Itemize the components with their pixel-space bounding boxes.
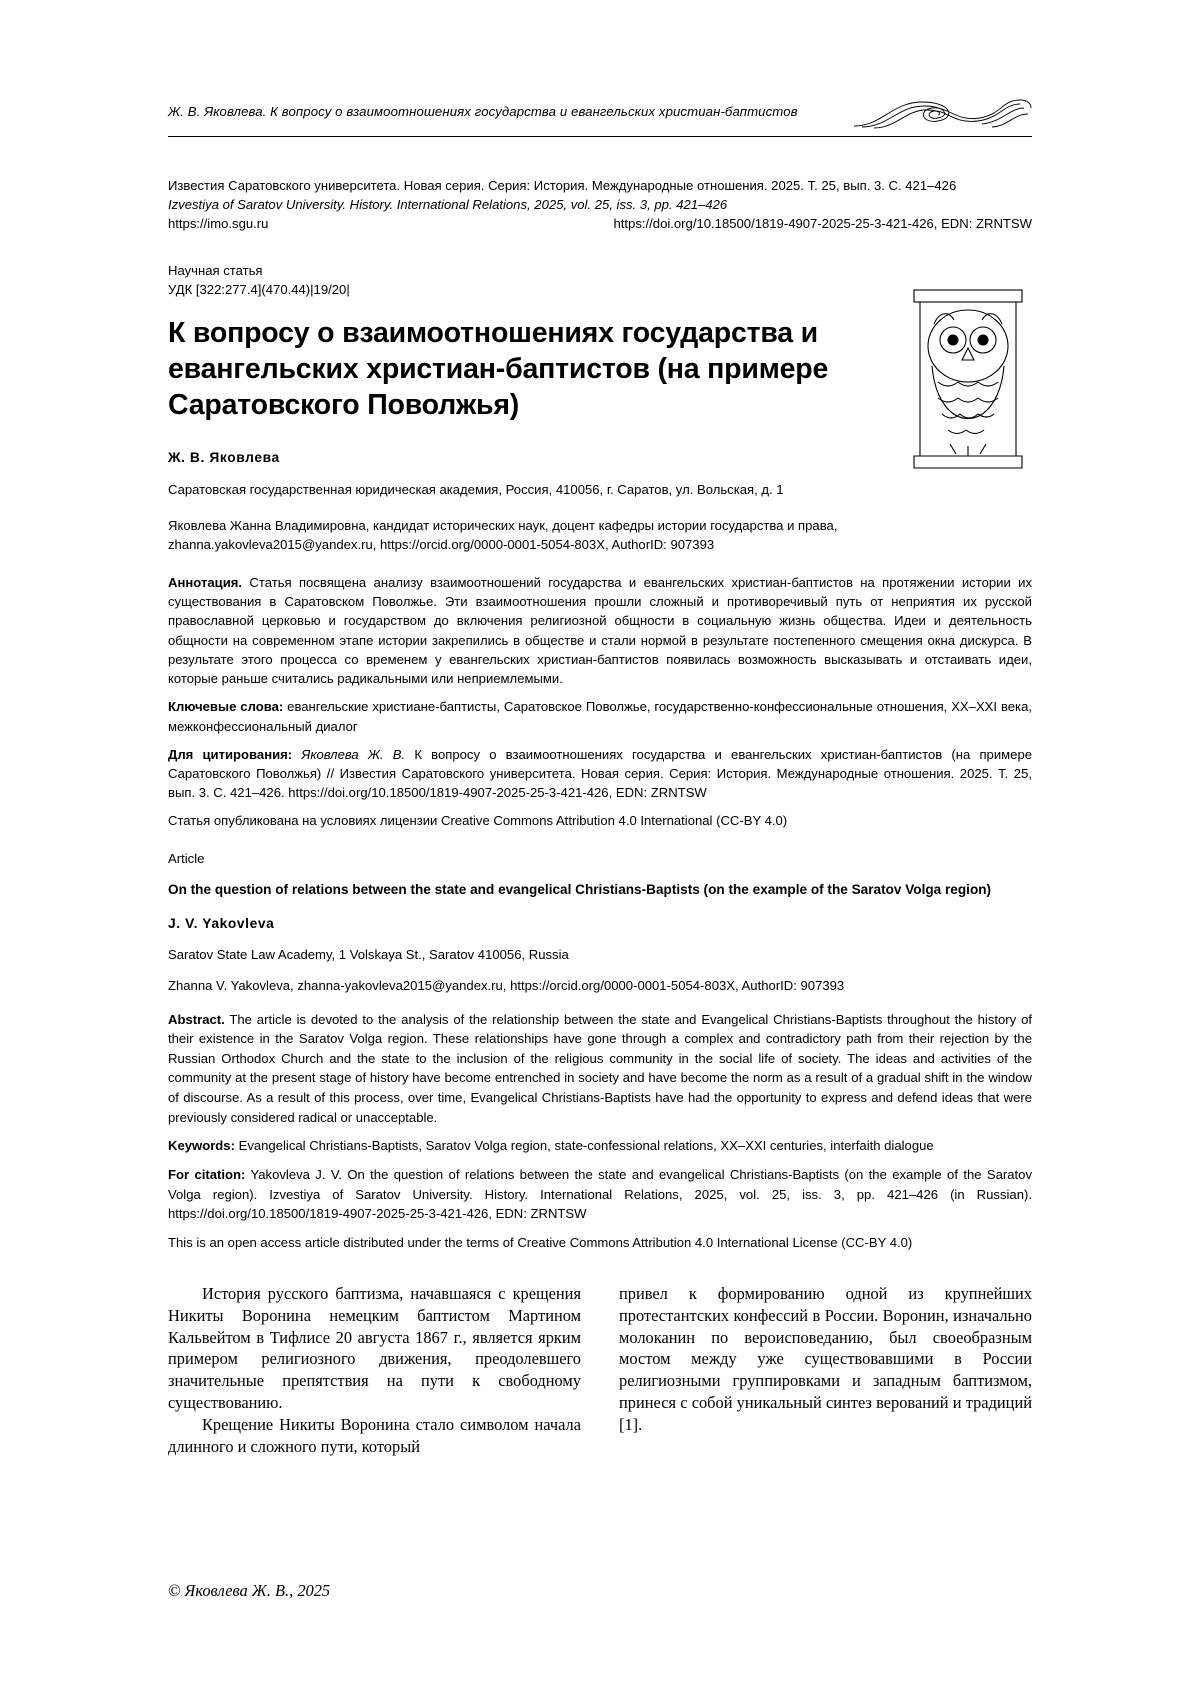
license-ru: Статья опубликована на условиях лицензии Creative Commons Attribution 4.0 International (CC-BY 4.0) (168, 813, 788, 829)
title-en: On the question of relations between the state and evangelical Christians-Baptists (on the example of the Saratov Volga region) (168, 882, 992, 898)
article-type-ru: Научная статья (168, 262, 263, 278)
abstract-en-label: Abstract. (168, 1011, 225, 1027)
journal-doi-link[interactable]: https://doi.org/10.18500/1819-4907-2025-25-3-421-426, EDN: ZRNTSW (613, 215, 1032, 231)
running-head-text: Ж. В. Яковлева. К вопросу о взаимоотношениях государства и евангельских христиан-баптистов (168, 104, 798, 119)
affiliation-ru: Саратовская государственная юридическая академия, Россия, 410056, г. Саратов, ул. Вольская, д. 1 (168, 481, 784, 497)
art-nouveau-ornament-icon (852, 96, 1032, 130)
citation-en (168, 1165, 1032, 1224)
citation-ru-author: Яковлева Ж. В. (301, 746, 406, 762)
abstract-en-text: The article is devoted to the analysis of the relationship between the state and Evangelical Christians-Baptists throughout the history of their existence in the Saratov Volga region. These relationships have gone through a complex and contradictory path from their rejection by the Russian Orthodox Church and the state to the inclusion of the religious community in the social life of society. The ideas and activities of the community at the present stage of history have become entrenched in society and have become the norm as a result of a gradual shift in the window of discourse. As a result of this process, over time, Evangelical Christians-Baptists have had the opportunity to express and defend ideas that were previously considered radical or unacceptable. (168, 1011, 1032, 1125)
license-en: This is an open access article distributed under the terms of Creative Commons Attribution 4.0 International License (CC-BY 4.0) (168, 1234, 913, 1250)
keywords-ru-text: евангельские христиане-баптисты, Саратовское Поволжье, государственно-конфессиональные отношения, XX–XXI века, межконфессиональный диалог (168, 699, 1032, 734)
abstract-ru-text: Статья посвящена анализу взаимоотношений государства и евангельских христиан-баптистов на протяжении истории их существования в Саратовском Поволжье. Эти взаимоотношения прошли сложный и противоречивый путь от неприятия их русской православной церковью и государством до включения религиозной общности в социальную жизнь общества. Идеи и деятельность общности на современном этапе истории закрепились в обществе и стали нормой в результате постепенного смещения окна дискурса. В результате этого процесса со временем у евангельских христиан-баптистов появилась возможность высказывать и отстаивать идеи, которые раньше считались радикальными или неприемлемыми. (168, 574, 1032, 687)
author-info-ru: Яковлева Жанна Владимировна, кандидат исторических наук, доцент кафедры истории государства и права, zhanna.yakovleva2015@yandex.ru, https://orcid.org/0000-0001-5054-803X, AuthorID: 907393 (168, 517, 838, 553)
affiliation-en: Saratov State Law Academy, 1 Volskaya St., Saratov 410056, Russia (168, 946, 569, 962)
udk-code: УДК [322:277.4](470.44)|19/20| (168, 281, 350, 297)
abstract-ru-label: Аннотация. (168, 574, 243, 590)
citation-en-text-2: , 2025, vol. 25, iss. 3, pp. 421–426 (in Russian). https://doi.org/10.18500/1819-4907-2025-25-3-421-426, EDN: ZRNTSW (168, 1186, 1032, 1222)
citation-ru-text: К вопросу о взаимоотношениях государства и евангельских христиан-баптистов (на примере Саратовского Поволжья) // Известия Саратовского университета. Новая серия. Серия: История. Международные отношения. 2025. Т. 25, вып. 3. С. 421–426. https://doi.org/10.18500/1819-4907-2025-25-3-421-426, EDN: ZRNTSW (168, 746, 1033, 801)
body-column-right (619, 1283, 1032, 1458)
running-head (168, 96, 1032, 137)
keywords-en-label: Keywords: (168, 1138, 235, 1154)
body-column-left (168, 1283, 581, 1458)
journal-identification (168, 177, 1032, 234)
citation-ru-label: Для цитирования: (168, 746, 293, 762)
body-paragraph: привел к формированию одной из крупнейших протестантских конфессий в России. Воронин, изначально молоканин по вероисповеданию, был своеобразным мостом между уже существовавшими в России религиозными группировками и западным баптизмом, принеся с собой уникальный синтез верований и традиций [1]. (619, 1283, 1032, 1434)
abstract-ru (168, 573, 1032, 688)
journal-line-en: Izvestiya of Saratov University. History. International Relations, 2025, vol. 25, iss. 3, pp. 421–426 (168, 196, 728, 212)
author-name-en: J. V. Yakovleva (168, 915, 275, 931)
citation-ru (168, 745, 1032, 803)
citation-en-text-1: Yakovleva J. V. On the question of relations between the state and evangelical Christians-Baptists (on the example of the Saratov Volga region). (168, 1166, 1032, 1202)
abstract-en (168, 1010, 1032, 1128)
citation-en-journal: Izvestiya of Saratov University. History. International Relations (269, 1186, 679, 1202)
keywords-en-text: Evangelical Christians-Baptists, Saratov Volga region, state-confessional relations, XX–XXI centuries, interfaith dialogue (234, 1138, 934, 1154)
journal-line-ru: Известия Саратовского университета. Новая серия. Серия: История. Международные отношения. 2025. Т. 25, вып. 3. С. 421–426 (168, 178, 957, 193)
keywords-en (168, 1136, 1032, 1156)
keywords-ru (168, 697, 1032, 735)
owl-emblem-icon (898, 286, 1038, 476)
title-area (168, 316, 1032, 424)
citation-en-label: For citation: (168, 1166, 246, 1182)
keywords-ru-label: Ключевые слова: (168, 699, 284, 715)
body-paragraph: Крещение Никиты Воронина стало символом начала длинного и сложного пути, который (168, 1414, 581, 1456)
journal-website-link[interactable]: https://imo.sgu.ru (168, 215, 269, 231)
author-name-ru: Ж. В. Яковлева (168, 449, 280, 465)
copyright-footer: © Яковлева Ж. В., 2025 (168, 1581, 331, 1600)
author-info-en: Zhanna V. Yakovleva, zhanna-yakovleva2015@yandex.ru, https://orcid.org/0000-0001-5054-803X, AuthorID: 907393 (168, 977, 845, 993)
body-columns (168, 1283, 1032, 1458)
article-type-en: Article (168, 851, 205, 867)
page-title: К вопросу о взаимоотношениях государства и евангельских христиан-баптистов (на примере Саратовского Поволжья) (168, 316, 829, 421)
body-paragraph: История русского баптизма, начавшаяся с крещения Никиты Воронина немецким баптистом Мартином Кальвейтом в Тифлисе 20 августа 1867 г., является ярким примером религиозного движения, преодолевшего значительные препятствия на пути к свободному существованию. (168, 1283, 581, 1412)
